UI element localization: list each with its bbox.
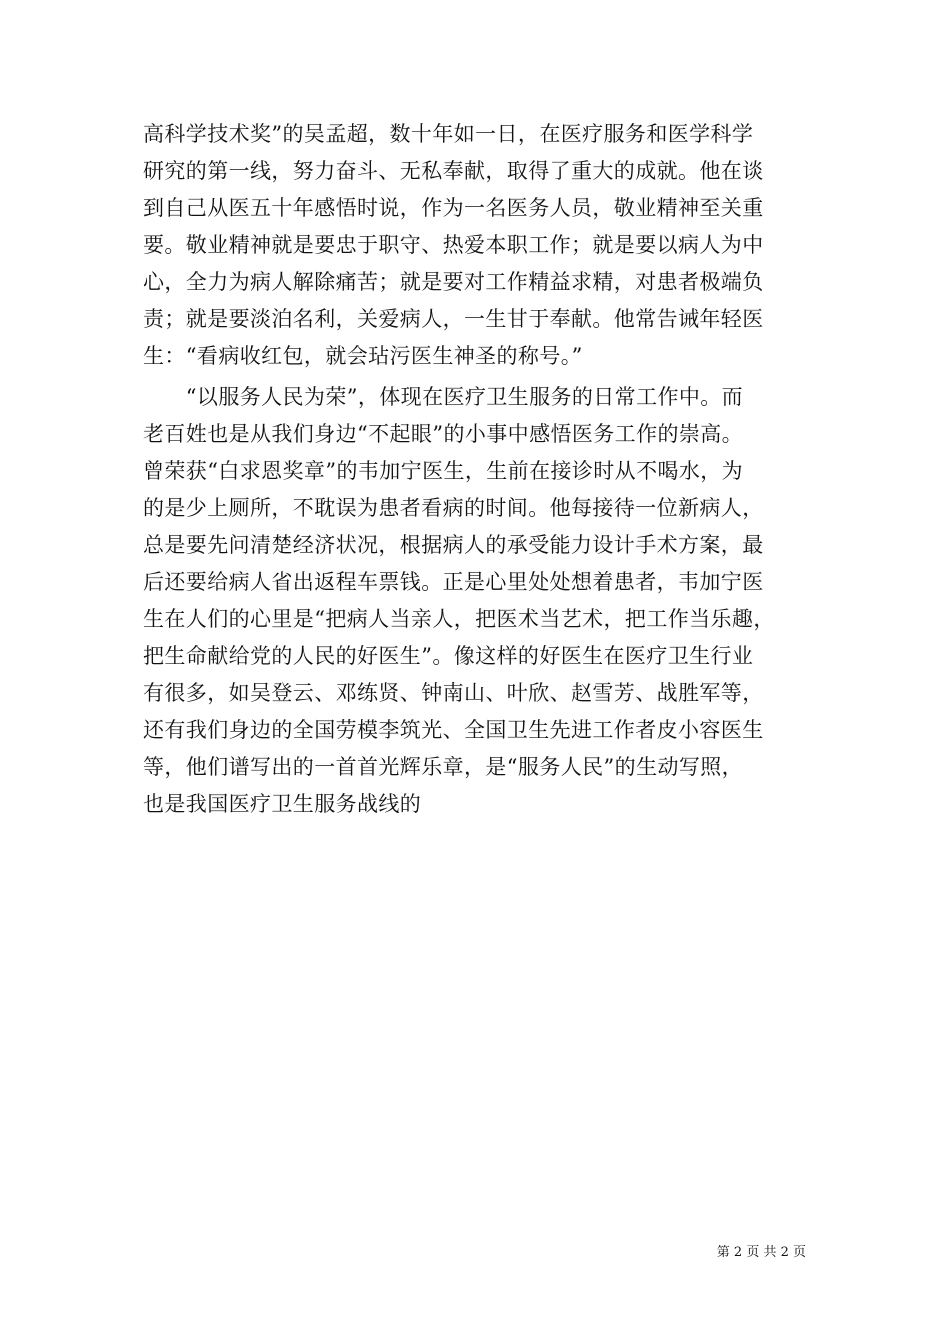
text-line: 老百姓也是从我们身边“不起眼”的小事中感悟医务工作的崇高。	[143, 422, 744, 446]
text-line: 还有我们身边的全国劳模李筑光、全国卫生先进工作者皮小容医生	[143, 718, 764, 742]
body-text	[143, 116, 823, 823]
text-line: 生在人们的心里是“把病人当亲人，把医术当艺术，把工作当乐趣，	[143, 607, 775, 631]
text-line: 研究的第一线，努力奋斗、无私奉献，取得了重大的成就。他在谈	[143, 159, 764, 183]
text-line: 的是少上厕所，不耽误为患者看病的时间。他每接待一位新病人，	[143, 496, 764, 520]
page-number-footer: 第 2 页 共 2 页	[716, 1245, 806, 1260]
text-line: 把生命献给党的人民的好医生”。像这样的好医生在医疗卫生行业	[143, 644, 754, 668]
text-line: 有很多，如吴登云、邓练贤、钟南山、叶欣、赵雪芳、战胜军等，	[143, 681, 764, 705]
text-line: 后还要给病人省出返程车票钱。正是心里处处想着患者，韦加宁医	[143, 570, 764, 594]
text-line: 到自己从医五十年感悟时说，作为一名医务人员，敬业精神至关重	[143, 196, 764, 220]
text-line: 总是要先问清楚经济状况，根据病人的承受能力设计手术方案，最	[143, 533, 764, 557]
text-line: 也是我国医疗卫生服务战线的	[143, 792, 422, 816]
text-line: “以服务人民为荣”，体现在医疗卫生服务的日常工作中。而	[143, 385, 744, 409]
text-line: 等，他们谱写出的一首首光辉乐章，是“服务人民”的生动写照，	[143, 755, 744, 779]
text-line: 心，全力为病人解除痛苦；就是要对工作精益求精，对患者极端负	[143, 270, 764, 294]
text-line: 生：“看病收红包，就会玷污医生神圣的称号。”	[143, 344, 583, 368]
text-line: 责；就是要淡泊名利，关爱病人，一生甘于奉献。他常告诫年轻医	[143, 307, 764, 331]
text-line: 曾荣获“白求恩奖章”的韦加宁医生，生前在接诊时从不喝水，为	[143, 459, 744, 483]
text-line: 高科学技术奖”的吴孟超，数十年如一日，在医疗服务和医学科学	[143, 122, 754, 146]
paragraph-2	[143, 379, 823, 823]
paragraph-1	[143, 116, 823, 375]
text-line: 要。敬业精神就是要忠于职守、热爱本职工作；就是要以病人为中	[143, 233, 764, 257]
